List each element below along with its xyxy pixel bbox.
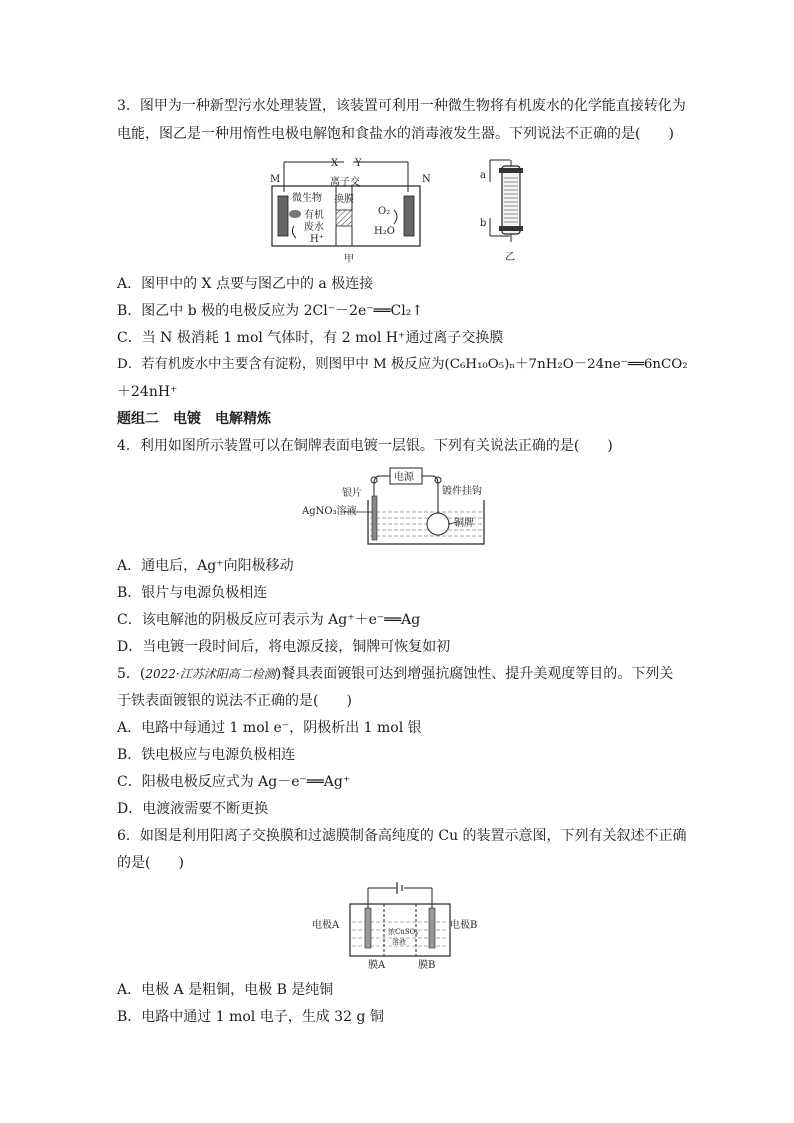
- copper-plate-label: 铜牌: [454, 518, 474, 529]
- hook-label: 镀件挂钩: [442, 486, 482, 497]
- q3-option-b: B．图乙中 b 极的电极反应为 2Cl⁻－2e⁻══Cl₂↑: [117, 303, 424, 319]
- membrane-label-1: 离子交: [330, 177, 360, 188]
- organic-label-1: 有机: [304, 210, 324, 221]
- q4-figure: [302, 466, 502, 554]
- q5-stem-rest: )餐具表面镀银可达到增强抗腐蚀性、提升美观度等目的。下列关: [275, 666, 674, 682]
- q3-option-d-line1: D．若有机废水中主要含有淀粉，则图甲中 M 极反应为(C₆H₁₀O₅)ₙ＋7nH₂O－24ne⁻══6nCO₂: [117, 357, 688, 372]
- figure-jia-caption: 甲: [344, 254, 354, 264]
- membrane-label-2: 换膜: [334, 194, 354, 205]
- label-n: N: [422, 174, 431, 185]
- q5-option-b: B．铁电极应与电源负极相连: [117, 747, 296, 763]
- q6-option-a: A．电极 A 是粗铜，电极 B 是纯铜: [117, 982, 334, 998]
- electrode-b-label: 电极B: [450, 920, 478, 931]
- q3-figure-jia: [262, 152, 442, 268]
- microbe-label: 微生物: [292, 193, 322, 204]
- label-x: X: [331, 158, 339, 169]
- q3-stem-line2: 电能，图乙是一种用惰性电极电解饱和食盐水的消毒液发生器。下列说法不正确的是( ): [117, 126, 674, 142]
- q6-option-b: B．电路中通过 1 mol 电子，生成 32 g 铜: [117, 1009, 384, 1025]
- h2o-label: H₂O: [374, 226, 395, 237]
- electrode-a-label: 电极A: [312, 920, 340, 931]
- q3-figure-yi: [476, 152, 536, 268]
- membrane-a-label: 膜A: [368, 960, 386, 971]
- q5-stem-line2: 于铁表面镀银的说法不正确的是( ): [117, 693, 352, 709]
- section-title: 题组二 电镀 电解精炼: [117, 411, 271, 427]
- q4-option-b: B．银片与电源负极相连: [117, 585, 268, 601]
- silver-label: 银片: [342, 488, 362, 499]
- q4-stem: 4．利用如图所示装置可以在铜牌表面电镀一层银。下列有关说法正确的是( ): [117, 438, 613, 454]
- q3-option-c: C．当 N 极消耗 1 mol 气体时，有 2 mol H⁺通过离子交换膜: [117, 330, 504, 346]
- q6-figure: [310, 878, 490, 976]
- q5-stem-line1: [117, 664, 673, 684]
- q6-stem-line1: 6．如图是利用阳离子交换膜和过滤膜制备高纯度的 Cu 的装置示意图，下列有关叙述不正确: [117, 828, 687, 844]
- q5-option-c: C．阳极电极反应式为 Ag－e⁻══Ag⁺: [117, 774, 351, 790]
- q5-option-d: D．电渡液需要不断更换: [117, 801, 269, 817]
- q4-option-c: C．该电解池的阴极反应可表示为 Ag⁺＋e⁻══Ag: [117, 612, 421, 628]
- o2-label: O₂: [378, 206, 391, 217]
- power-label: 电源: [394, 472, 414, 483]
- q5-number: 5．(: [117, 666, 146, 682]
- figure-yi-caption: 乙: [505, 252, 515, 263]
- label-b: b: [480, 218, 487, 229]
- q3-option-d-line2: ＋24nH⁺: [117, 384, 178, 400]
- q4-option-a: A．通电后，Ag⁺向阳极移动: [117, 558, 294, 574]
- hplus-label: H⁺: [310, 234, 324, 245]
- q6-stem-line2: 的是( ): [117, 855, 184, 871]
- membrane-b-label: 膜B: [418, 960, 436, 971]
- q3-option-a: A．图甲中的 X 点要与图乙中的 a 极连接: [117, 276, 374, 292]
- label-y: Y: [355, 158, 362, 169]
- q3-stem-line1: 3．图甲为一种新型污水处理装置，该装置可利用一种微生物将有机废水的化学能直接转化为: [117, 98, 686, 114]
- label-a: a: [480, 170, 486, 181]
- solution-label-1: 浓CuSO₄: [388, 928, 419, 936]
- label-m: M: [270, 174, 281, 185]
- q4-option-d: D．当电镀一段时间后，将电源反接，铜牌可恢复如初: [117, 639, 451, 655]
- q5-source: 2022·江苏沭阳高二检测: [145, 667, 276, 681]
- solution-label: AgNO₃溶液: [302, 506, 357, 517]
- q5-option-a: A．电路中每通过 1 mol e⁻，阴极析出 1 mol 银: [117, 720, 422, 736]
- solution-label-2: 溶液: [392, 938, 406, 946]
- organic-label-2: 废水: [304, 222, 324, 233]
